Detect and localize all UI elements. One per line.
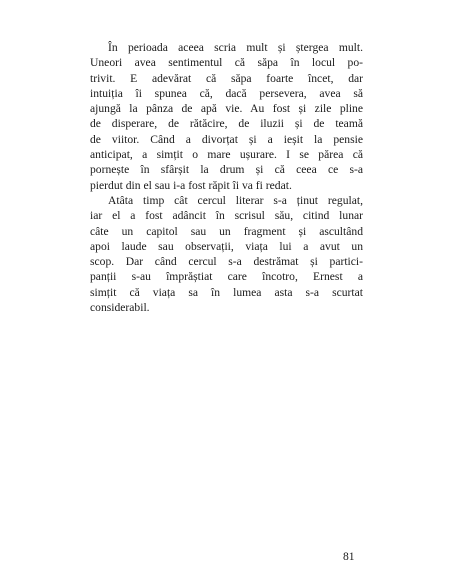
text-line: câte un capitol sau un fragment și ascultând	[90, 224, 363, 238]
text-line: pornește în sfârșit la drum și că ceea ce s-a	[90, 163, 363, 177]
text-line: simțit că viața sa în lumea asta s-a scurtat	[90, 285, 363, 299]
text-line: ajungă la pânza de apă vie. Au fost și zile pline	[90, 102, 363, 116]
paragraph-1	[90, 40, 363, 193]
text-line: intuiția îi spunea că, dacă persevera, avea să	[90, 86, 363, 100]
text-line: Uneori avea sentimentul că săpa în locul po-	[90, 56, 363, 70]
paragraph-2	[90, 193, 363, 315]
text-line: de viitor. Când a divorțat și a ieșit la pensie	[90, 132, 363, 146]
text-line: panții s-au împrăștiat care încotro, Ernest a	[90, 270, 363, 284]
text-line: apoi laude sau observații, viața lui a avut un	[90, 239, 363, 253]
text-line: trivit. E adevărat că săpa foarte încet, dar	[90, 71, 363, 85]
text-line: scop. Dar când cercul s-a destrămat și partici-	[90, 255, 363, 269]
text-line: pierdut din el sau i-a fost răpit îi va fi redat.	[90, 178, 292, 192]
text-line: Atâta timp cât cercul literar s-a ținut regulat,	[108, 193, 363, 207]
text-line: anticipat, a simțit o mare ușurare. I se părea că	[90, 148, 363, 162]
text-line: de disperare, de rătăcire, de iluzii și de teamă	[90, 117, 363, 131]
text-line: considerabil.	[90, 301, 150, 315]
body-text	[90, 40, 363, 315]
page-number: 81	[343, 550, 355, 563]
text-line: iar el a fost adâncit în scrisul său, citind lunar	[90, 209, 363, 223]
text-line: În perioada aceea scria mult și ștergea mult.	[108, 41, 363, 54]
